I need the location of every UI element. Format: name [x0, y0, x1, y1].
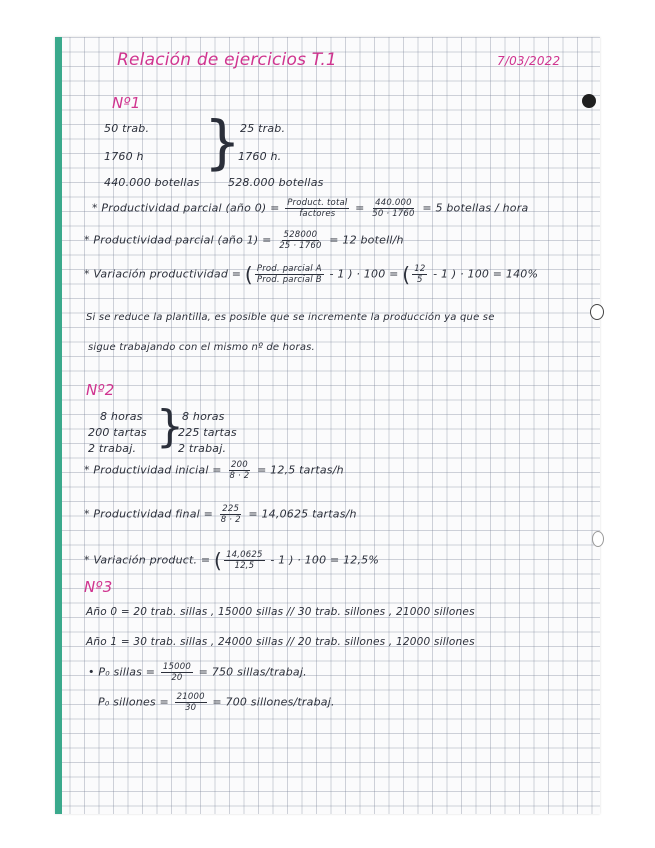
numerator: 15000	[162, 662, 191, 672]
numerator: Product. total	[287, 198, 348, 208]
ex1-formula-2	[84, 230, 404, 251]
formula-label: * Variación productividad =	[84, 267, 242, 281]
open-paren: (	[214, 548, 223, 573]
fraction	[412, 264, 427, 285]
fraction	[255, 264, 324, 285]
formula-label: * Productividad inicial =	[84, 463, 222, 477]
numerator: 12	[414, 264, 426, 274]
binder-hole-middle	[590, 304, 604, 320]
ex2-right-item: 2 trabaj.	[178, 442, 227, 455]
formula-label: * Variación product. =	[84, 553, 211, 567]
ex2-left-item: 2 trabaj.	[88, 442, 137, 455]
ex1-right-item: 25 trab.	[240, 122, 286, 135]
numerator: 440.000	[375, 198, 412, 208]
exercise-3-heading: Nº3	[84, 578, 113, 596]
formula-result: = 700 sillones/trabaj.	[212, 695, 335, 709]
numerator: 200	[230, 460, 248, 470]
formula-result: = 12 botell/h	[329, 233, 404, 247]
exercise-2-heading: Nº2	[86, 381, 115, 399]
numerator: 21000	[176, 692, 205, 702]
ex1-left-item: 1760 h	[104, 150, 144, 163]
ex1-note-line-1: Si se reduce la plantilla, es posible que se incremente la producción ya que se	[86, 312, 495, 323]
formula-mid: - 1 ) · 100 =	[329, 267, 399, 281]
ex1-left-item: 440.000 botellas	[104, 176, 200, 189]
ex1-formula-1	[92, 198, 528, 219]
ex3-formula-2	[98, 692, 335, 713]
denominator: 8 · 2	[229, 471, 250, 481]
denominator: 8 · 2	[220, 515, 241, 525]
ex2-brace: }	[156, 401, 184, 452]
formula-label: * Productividad parcial (año 0) =	[92, 201, 280, 215]
formula-label: • P₀ sillas =	[88, 665, 156, 679]
denominator: factores	[299, 209, 336, 219]
ex1-note-line-2: sigue trabajando con el mismo nº de horas.	[88, 342, 315, 353]
denominator: 50 · 1760	[372, 209, 415, 219]
formula-result: = 5 botellas / hora	[422, 201, 529, 215]
ex1-left-item: 50 trab.	[104, 122, 150, 135]
fraction	[370, 198, 416, 219]
ex1-right-item: 528.000 botellas	[228, 176, 324, 189]
denominator: 20	[171, 673, 183, 683]
denominator: 12,5	[234, 561, 255, 571]
formula-label: * Productividad parcial (año 1) =	[84, 233, 272, 247]
ex1-right-item: 1760 h.	[238, 150, 282, 163]
formula-result: - 1 ) · 100 = 140%	[433, 267, 539, 281]
ex3-row-year-0: Año 0 = 20 trab. sillas , 15000 sillas // 30 trab. sillones , 21000 sillones	[86, 606, 475, 618]
formula-label: * Productividad final =	[84, 507, 214, 521]
equals: =	[355, 201, 365, 215]
ex3-row-year-1: Año 1 = 30 trab. sillas , 24000 sillas // 20 trab. sillones , 12000 sillones	[86, 636, 475, 648]
ex2-left-item: 200 tartas	[88, 426, 147, 439]
denominator: 30	[185, 703, 197, 713]
open-paren: (	[402, 262, 411, 287]
exercise-1-heading: Nº1	[112, 94, 141, 112]
numerator: 528000	[283, 230, 318, 240]
ex2-right-item: 225 tartas	[178, 426, 237, 439]
numerator: Prod. parcial A	[256, 264, 322, 274]
ex2-formula-3	[84, 550, 379, 571]
denominator: 25 · 1760	[279, 241, 322, 251]
formula-result: = 14,0625 tartas/h	[248, 507, 357, 521]
page-date: 7/03/2022	[497, 54, 561, 68]
ex2-formula-1	[84, 460, 344, 481]
ex1-formula-3	[84, 264, 538, 285]
fraction	[161, 662, 193, 683]
formula-result: = 12,5 tartas/h	[257, 463, 344, 477]
formula-result: - 1 ) · 100 = 12,5%	[270, 553, 380, 567]
formula-result: = 750 sillas/trabaj.	[198, 665, 307, 679]
fraction	[175, 692, 207, 713]
ex2-left-item: 8 horas	[100, 410, 143, 423]
fraction	[227, 460, 251, 481]
binder-hole-top	[582, 94, 596, 108]
margin-strip	[55, 37, 62, 814]
numerator: 14,0625	[226, 550, 263, 560]
ex2-formula-2	[84, 504, 357, 525]
ex1-brace: }	[204, 108, 241, 176]
fraction	[277, 230, 323, 251]
open-paren: (	[244, 262, 253, 287]
fraction	[219, 504, 243, 525]
formula-label: P₀ sillones =	[98, 695, 169, 709]
ex3-formula-1	[88, 662, 307, 683]
fraction	[224, 550, 265, 571]
ex2-right-item: 8 horas	[182, 410, 225, 423]
denominator: 5	[417, 275, 423, 285]
fraction	[285, 198, 349, 219]
binder-hole-bottom	[592, 531, 604, 547]
page-title: Relación de ejercicios T.1	[117, 50, 337, 70]
denominator: Prod. parcial B	[256, 275, 322, 285]
numerator: 225	[222, 504, 240, 514]
